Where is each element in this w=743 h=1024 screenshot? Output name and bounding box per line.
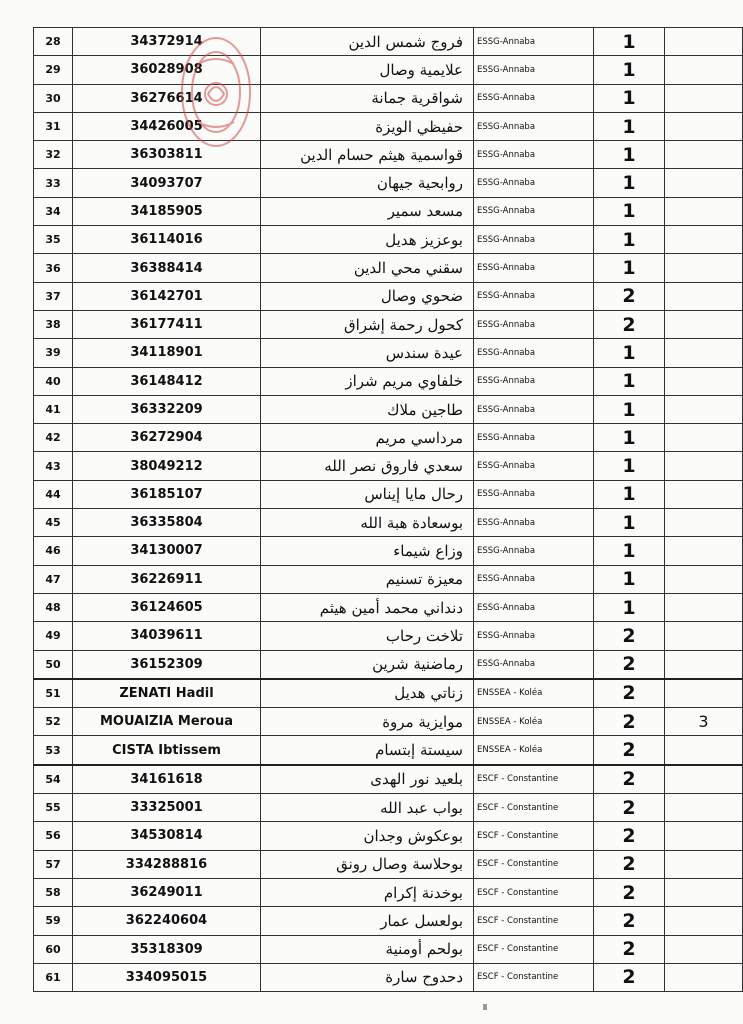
row-number: 49: [34, 622, 73, 650]
student-id: 36272904: [73, 424, 261, 452]
table-row: [34, 878, 743, 906]
group-number: 1: [594, 28, 665, 56]
institution: ESSG-Annaba: [474, 509, 594, 537]
group-number: 1: [594, 452, 665, 480]
session-cell: [665, 537, 743, 565]
group-number: 1: [594, 112, 665, 140]
institution: ENSSEA - Koléa: [474, 679, 594, 708]
student-id: 36185107: [73, 480, 261, 508]
table-row: [34, 339, 743, 367]
student-id: 33325001: [73, 794, 261, 822]
institution: ENSSEA - Koléa: [474, 736, 594, 765]
student-name: رحال مايا إيناس: [261, 480, 474, 508]
institution: ESCF - Constantine: [474, 935, 594, 963]
table-row: [34, 282, 743, 310]
session-cell: [665, 56, 743, 84]
student-name: مسعد سمير: [261, 197, 474, 225]
table-row: [34, 169, 743, 197]
row-number: 55: [34, 794, 73, 822]
group-number: 1: [594, 254, 665, 282]
session-cell: [665, 367, 743, 395]
row-number: 42: [34, 424, 73, 452]
student-id: 34372914: [73, 28, 261, 56]
group-number: 2: [594, 679, 665, 708]
table-row: [34, 141, 743, 169]
group-number: 2: [594, 282, 665, 310]
session-cell: [665, 935, 743, 963]
session-cell: [665, 480, 743, 508]
table-row: [34, 794, 743, 822]
table-row: [34, 679, 743, 708]
student-id: ZENATI Hadil: [73, 679, 261, 708]
student-id: 34130007: [73, 537, 261, 565]
student-name: بولعسل عمار: [261, 907, 474, 935]
group-number: 2: [594, 963, 665, 991]
institution: ESSG-Annaba: [474, 169, 594, 197]
row-number: 32: [34, 141, 73, 169]
session-cell: [665, 794, 743, 822]
row-number: 61: [34, 963, 73, 991]
institution: ESCF - Constantine: [474, 822, 594, 850]
student-name: موايزية مروة: [261, 708, 474, 736]
group-number: 2: [594, 736, 665, 765]
student-id: CISTA Ibtissem: [73, 736, 261, 765]
table-row: [34, 565, 743, 593]
row-number: 28: [34, 28, 73, 56]
session-cell: [665, 282, 743, 310]
session-cell: [665, 822, 743, 850]
student-id: 334288816: [73, 850, 261, 878]
session-cell: [665, 254, 743, 282]
group-number: 1: [594, 141, 665, 169]
table-row: [34, 480, 743, 508]
student-name: ضحوي وصال: [261, 282, 474, 310]
institution: ESSG-Annaba: [474, 254, 594, 282]
session-cell: [665, 765, 743, 794]
student-id: 34426005: [73, 112, 261, 140]
student-name: روابحية جيهان: [261, 169, 474, 197]
group-number: 1: [594, 84, 665, 112]
group-number: 1: [594, 424, 665, 452]
session-cell: [665, 197, 743, 225]
student-id: 36276614: [73, 84, 261, 112]
row-number: 60: [34, 935, 73, 963]
student-name: قواسمية هيثم حسام الدين: [261, 141, 474, 169]
row-number: 58: [34, 878, 73, 906]
group-number: 2: [594, 850, 665, 878]
row-number: 50: [34, 650, 73, 679]
group-number: 2: [594, 794, 665, 822]
group-number: 2: [594, 708, 665, 736]
session-cell: [665, 679, 743, 708]
group-number: 2: [594, 935, 665, 963]
student-id: 35318309: [73, 935, 261, 963]
institution: ESSG-Annaba: [474, 282, 594, 310]
session-cell: [665, 452, 743, 480]
group-number: 2: [594, 310, 665, 338]
student-name: دحدوح سارة: [261, 963, 474, 991]
institution: ESCF - Constantine: [474, 878, 594, 906]
institution: ESSG-Annaba: [474, 480, 594, 508]
student-id: MOUAIZIA Meroua: [73, 708, 261, 736]
table-row: [34, 935, 743, 963]
group-number: 1: [594, 593, 665, 621]
student-name: وزاع شيماء: [261, 537, 474, 565]
institution: ESCF - Constantine: [474, 794, 594, 822]
table-row: [34, 708, 743, 736]
student-id: 36124605: [73, 593, 261, 621]
table-row: [34, 395, 743, 423]
table-row: [34, 650, 743, 679]
group-number: 1: [594, 226, 665, 254]
row-number: 37: [34, 282, 73, 310]
group-number: 1: [594, 395, 665, 423]
session-cell: [665, 424, 743, 452]
group-number: 2: [594, 622, 665, 650]
student-roster-table: [33, 27, 743, 992]
institution: ESSG-Annaba: [474, 141, 594, 169]
group-number: 1: [594, 169, 665, 197]
session-cell: [665, 907, 743, 935]
student-id: 36249011: [73, 878, 261, 906]
student-name: بوحلاسة وصال رونق: [261, 850, 474, 878]
institution: ESSG-Annaba: [474, 197, 594, 225]
row-number: 51: [34, 679, 73, 708]
student-name: بولحم أومنية: [261, 935, 474, 963]
student-id: 36028908: [73, 56, 261, 84]
institution: ESCF - Constantine: [474, 963, 594, 991]
student-id: 34118901: [73, 339, 261, 367]
session-cell: [665, 850, 743, 878]
table-row: [34, 963, 743, 991]
student-name: علايمية وصال: [261, 56, 474, 84]
table-row: [34, 226, 743, 254]
institution: ENSSEA - Koléa: [474, 708, 594, 736]
group-number: 2: [594, 765, 665, 794]
row-number: 36: [34, 254, 73, 282]
row-number: 44: [34, 480, 73, 508]
student-id: 36148412: [73, 367, 261, 395]
roster-body: [34, 28, 743, 992]
session-cell: [665, 28, 743, 56]
session-cell: 3: [665, 708, 743, 736]
group-number: 1: [594, 367, 665, 395]
table-row: [34, 310, 743, 338]
session-cell: [665, 736, 743, 765]
student-name: سيستة إبتسام: [261, 736, 474, 765]
session-cell: [665, 226, 743, 254]
table-row: [34, 537, 743, 565]
group-number: 2: [594, 907, 665, 935]
institution: ESSG-Annaba: [474, 622, 594, 650]
row-number: 45: [34, 509, 73, 537]
institution: ESSG-Annaba: [474, 650, 594, 679]
student-id: 36114016: [73, 226, 261, 254]
row-number: 47: [34, 565, 73, 593]
student-name: دنداني محمد أمين هيثم: [261, 593, 474, 621]
student-name: بوعزيز هديل: [261, 226, 474, 254]
row-number: 31: [34, 112, 73, 140]
row-number: 41: [34, 395, 73, 423]
table-row: [34, 822, 743, 850]
group-number: 2: [594, 822, 665, 850]
session-cell: [665, 84, 743, 112]
student-name: فروج شمس الدين: [261, 28, 474, 56]
student-id: 362240604: [73, 907, 261, 935]
group-number: 2: [594, 650, 665, 679]
table-row: [34, 765, 743, 794]
group-number: 1: [594, 480, 665, 508]
student-id: 34093707: [73, 169, 261, 197]
table-row: [34, 197, 743, 225]
student-name: كحول رحمة إشراق: [261, 310, 474, 338]
student-id: 34185905: [73, 197, 261, 225]
student-id: 34161618: [73, 765, 261, 794]
student-name: زناتي هديل: [261, 679, 474, 708]
institution: ESSG-Annaba: [474, 565, 594, 593]
row-number: 53: [34, 736, 73, 765]
group-number: 1: [594, 197, 665, 225]
row-number: 30: [34, 84, 73, 112]
institution: ESSG-Annaba: [474, 593, 594, 621]
student-id: 36152309: [73, 650, 261, 679]
table-row: [34, 850, 743, 878]
session-cell: [665, 593, 743, 621]
roster-sheet: [33, 27, 723, 992]
institution: ESCF - Constantine: [474, 850, 594, 878]
student-name: رماضنية شرين: [261, 650, 474, 679]
session-cell: [665, 395, 743, 423]
row-number: 39: [34, 339, 73, 367]
student-id: 36226911: [73, 565, 261, 593]
institution: ESSG-Annaba: [474, 367, 594, 395]
student-name: عيدة سندس: [261, 339, 474, 367]
institution: ESCF - Constantine: [474, 907, 594, 935]
table-row: [34, 622, 743, 650]
table-row: [34, 112, 743, 140]
student-name: مرداسي مريم: [261, 424, 474, 452]
student-id: 36388414: [73, 254, 261, 282]
row-number: 40: [34, 367, 73, 395]
row-number: 59: [34, 907, 73, 935]
table-row: [34, 907, 743, 935]
student-name: بوعكوش وجدان: [261, 822, 474, 850]
session-cell: [665, 650, 743, 679]
table-row: [34, 28, 743, 56]
row-number: 38: [34, 310, 73, 338]
table-row: [34, 509, 743, 537]
student-id: 36177411: [73, 310, 261, 338]
row-number: 56: [34, 822, 73, 850]
student-id: 36142701: [73, 282, 261, 310]
row-number: 52: [34, 708, 73, 736]
table-row: [34, 452, 743, 480]
institution: ESSG-Annaba: [474, 424, 594, 452]
institution: ESSG-Annaba: [474, 452, 594, 480]
group-number: 1: [594, 339, 665, 367]
student-name: طاجين ملاك: [261, 395, 474, 423]
student-name: بوخدنة إكرام: [261, 878, 474, 906]
session-cell: [665, 169, 743, 197]
group-number: 2: [594, 878, 665, 906]
student-name: سعدي فاروق نصر الله: [261, 452, 474, 480]
student-id: 38049212: [73, 452, 261, 480]
session-cell: [665, 565, 743, 593]
student-id: 34530814: [73, 822, 261, 850]
institution: ESSG-Annaba: [474, 226, 594, 254]
student-id: 36332209: [73, 395, 261, 423]
table-row: [34, 424, 743, 452]
row-number: 48: [34, 593, 73, 621]
session-cell: [665, 622, 743, 650]
session-cell: [665, 339, 743, 367]
table-row: [34, 56, 743, 84]
group-number: 1: [594, 56, 665, 84]
student-id: 34039611: [73, 622, 261, 650]
table-row: [34, 593, 743, 621]
student-name: حفيظي الويزة: [261, 112, 474, 140]
row-number: 34: [34, 197, 73, 225]
row-number: 43: [34, 452, 73, 480]
institution: ESSG-Annaba: [474, 112, 594, 140]
student-name: بواب عبد الله: [261, 794, 474, 822]
group-number: 1: [594, 509, 665, 537]
student-id: 36335804: [73, 509, 261, 537]
student-name: بلعيد نور الهدى: [261, 765, 474, 794]
student-name: تلاخت رحاب: [261, 622, 474, 650]
student-name: شواقرية جمانة: [261, 84, 474, 112]
institution: ESSG-Annaba: [474, 28, 594, 56]
row-number: 57: [34, 850, 73, 878]
institution: ESSG-Annaba: [474, 84, 594, 112]
row-number: 46: [34, 537, 73, 565]
student-name: بوسعادة هبة الله: [261, 509, 474, 537]
table-row: [34, 254, 743, 282]
group-number: 1: [594, 565, 665, 593]
table-row: [34, 736, 743, 765]
session-cell: [665, 963, 743, 991]
session-cell: [665, 509, 743, 537]
institution: ESSG-Annaba: [474, 537, 594, 565]
institution: ESSG-Annaba: [474, 310, 594, 338]
table-row: [34, 84, 743, 112]
row-number: 35: [34, 226, 73, 254]
institution: ESSG-Annaba: [474, 56, 594, 84]
table-row: [34, 367, 743, 395]
row-number: 29: [34, 56, 73, 84]
student-name: خلفاوي مريم شراز: [261, 367, 474, 395]
student-name: معيزة تسنيم: [261, 565, 474, 593]
session-cell: [665, 112, 743, 140]
student-name: سقني محي الدين: [261, 254, 474, 282]
institution: ESCF - Constantine: [474, 765, 594, 794]
row-number: 54: [34, 765, 73, 794]
student-id: 36303811: [73, 141, 261, 169]
institution: ESSG-Annaba: [474, 339, 594, 367]
group-number: 1: [594, 537, 665, 565]
session-cell: [665, 141, 743, 169]
session-cell: [665, 878, 743, 906]
institution: ESSG-Annaba: [474, 395, 594, 423]
row-number: 33: [34, 169, 73, 197]
session-cell: [665, 310, 743, 338]
edge-mark: [483, 1004, 487, 1010]
student-id: 334095015: [73, 963, 261, 991]
